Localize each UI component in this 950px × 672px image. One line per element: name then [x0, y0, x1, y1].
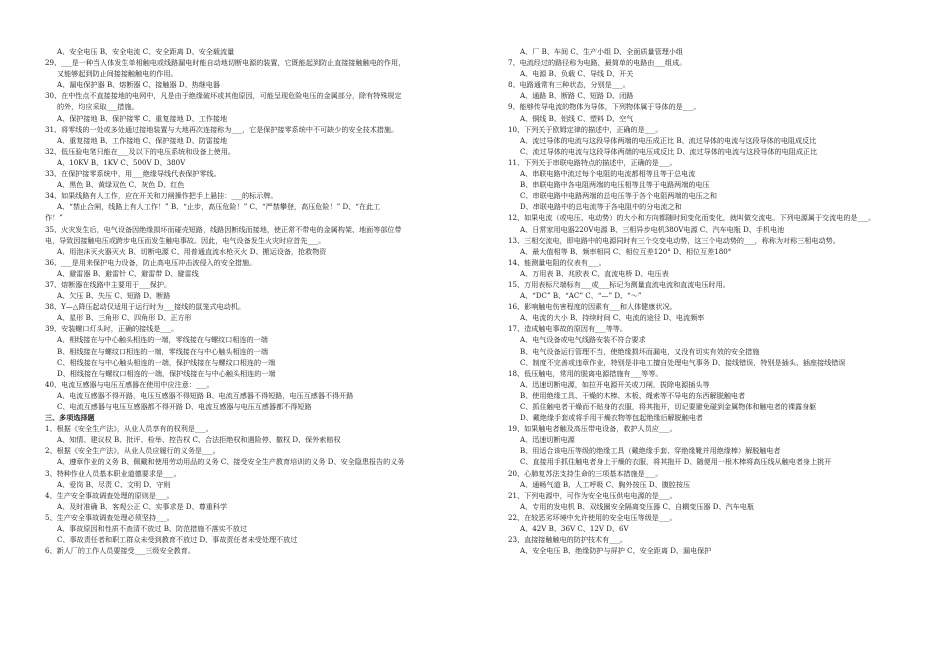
left-option-line: A、爱岗 B、尽责 C、文明 D、守则 [57, 479, 171, 489]
left-question-line: 4、生产安全事故调查处理的原则是___。 [45, 490, 174, 500]
left-question-line: 29、___是一种当人体发生单相触电或线路漏电时能自动地切断电源的装置，它既能起到防止直接接触触电的作用， [45, 58, 406, 68]
right-option-line: A、通畅气道 B、人工呼吸 C、胸外按压 D、腹腔按压 [520, 479, 691, 489]
left-option-line: D、相线接在与螺纹口相连的一端，保护线接在与中心触头相连的一端 [57, 368, 276, 378]
left-question-line: 34、如果线路有人工作，应在开关和刀闸操作把手上悬挂：___的标示牌。 [45, 191, 278, 201]
right-option-line: A、电气设备或电气线路安装不符合要求 [520, 335, 646, 345]
right-option-line: A、铜线 B、铝线 C、塑料 D、空气 [520, 113, 634, 123]
left-question-line: 5、生产安全事故调查处理必须坚持___。 [45, 512, 174, 522]
right-question-line: 17、造成触电事故的原因有___等等。 [508, 324, 627, 334]
right-question-line: 9、能够传导电流的物体为导体，下列物体属于导体的是___。 [508, 102, 701, 112]
right-option-line: A、专用的发电机 B、双线圈安全隔离变压器 C、自耦变压器 D、汽车电瓶 [520, 501, 754, 511]
left-option-line: A、相线接在与中心触头相连的一端，零线接在与螺纹口相连的一端 [57, 335, 268, 345]
left-question-line: 6、新人厂的工作人员要接受___三级安全教育。 [45, 546, 195, 556]
right-option-line: A、安全电压 B、绝缘防护与屏护 C、安全距离 D、漏电保护 [520, 546, 712, 556]
left-question-line: 32、低压验电笔只能在___及以下的电压系统和设备上使用。 [45, 146, 235, 156]
right-option-line: A、迅速切断电源，如拉开电源开关或刀闸，拔除电源插头等 [520, 379, 710, 389]
left-question-line: 38、Y—△降压起动仅适用于运行时为___接线的鼠笼式电动机。 [45, 302, 246, 312]
left-question-line: 36、___是用来保护电力设备，防止高电压冲击波侵入的安全措施。 [45, 257, 257, 267]
right-option-line: C、制度不完善或违章作业，特别是非电工擅自处理电气事务 D、接线错误，特别是插头、插座接线错误 [520, 357, 846, 367]
left-option-line: A、避雷器 B、避雷针 C、避雷带 D、避雷线 [57, 268, 199, 278]
left-option-line: B、相线接在与螺纹口相连的一端，零线接在与中心触头相连的一端 [57, 346, 268, 356]
right-question-line: 18、低压触电，常用的脱离电源措施有___等等。 [508, 368, 663, 378]
section-heading: 三、多项选择题 [45, 413, 95, 423]
right-option-line: C、直接用手抓住触电者身上干燥的衣服，将其拖开 D、随便用一根木棒将高压线从触电者身上挑开 [520, 457, 832, 467]
left-option-line: A、10KV B、1KV C、500V D、380V [57, 157, 186, 167]
right-option-line: A、电流的大小 B、持续时间 C、电流的途径 D、电流频率 [520, 313, 705, 323]
left-question-line: 电，导致因接触电压或跨步电压而发生触电事故。因此，电气设备发生火灾时应首先___。 [45, 235, 326, 245]
right-option-line: A、迅速切断电源 [520, 435, 575, 445]
right-option-line: A、万用表 B、兆欧表 C、直流电桥 D、电压表 [520, 268, 669, 278]
right-question-line: 8、电路通常有三种状态，分别是___。 [508, 80, 630, 90]
right-question-line: 11、下列关于串联电路特点的描述中，正确的是___。 [508, 157, 677, 167]
left-question-line: 3、特种作业人员基本职业道德要求是___。 [45, 468, 181, 478]
right-option-line: A、“DC” B、“AC” C、“—” D、“～” [520, 291, 642, 301]
right-option-line: B、使用绝缘工具、干燥的木棒、木板、绳索等不导电的东西解脱触电者 [520, 390, 746, 400]
right-question-line: 23、直接接触触电的防护技术有___。 [508, 535, 627, 545]
right-option-line: C、流过导体的电流与这段导体两端的电压成反比 D、流过导体的电流与这段导体的电阻成正比 [520, 146, 818, 156]
right-option-line: B、用适合该电压等级的绝缘工具（戴绝缘手套、穿绝缘靴并用绝缘棒）解脱触电者 [520, 446, 781, 456]
right-question-line: 13、三相交流电，即电路中的电源同时有三个交变电动势，这三个电动势的___，称称为对称三相电动势。 [508, 235, 840, 245]
left-option-line: A、欠压 B、失压 C、短路 D、断路 [57, 291, 171, 301]
right-option-line: B、电气设备运行管理不当，使绝缘损坏而漏电，又没有切实有效的安全措施 [520, 346, 760, 356]
right-question-line: 16、影响触电伤害程度的因素有___和人体健康状况。 [508, 302, 677, 312]
right-option-line: C、抓住触电者干燥而不贴身的衣服，将其拖开，切记要避免碰到金属物体和触电者的裸露身躯 [520, 402, 817, 411]
right-question-line: 7、电流经过的路径称为电路，最简单的电路由___组成。 [508, 58, 687, 68]
right-option-line: D、戴绝缘手套或将手用干燥衣物等包起绝缘后解脱触电者 [520, 413, 704, 423]
left-option-line: A、星形 B、三角形 C、四角形 D、正方形 [57, 313, 192, 323]
left-option-line: C、事故责任者和职工群众未受到教育不放过 D、事故责任者未受处理不放过 [57, 535, 298, 545]
right-question-line: 10、下列关于欧姆定律的描述中，正确的是___。 [508, 124, 663, 134]
left-option-line: A、安全电压 B、安全电流 C、安全距离 D、安全载流量 [57, 47, 235, 56]
right-question-line: 12、如果电流（或电压、电动势）的大小和方向都随时间变化而变化，就叫做交流电。下列电源属于交流电的是___。 [508, 213, 876, 223]
left-option-line: A、事故原因和性质不查清不放过 B、防范措施不落实不放过 [57, 524, 247, 534]
left-option-line: A、黑色 B、黄绿双色 C、灰色 D、红色 [57, 180, 185, 190]
right-option-line: C、串联电路中电路两端的总电压等于各个电阻两端的电压之和 [520, 191, 717, 201]
right-option-line: B、串联电路中各电阻两端的电压相等且等于电路两端的电压 [520, 180, 710, 190]
right-option-line: A、流过导体的电流与这段导体两端的电压成正比 B、流过导体的电流与这段导体的电阻成反比 [520, 135, 817, 145]
left-question-line: 2、根据《安全生产法》，从业人员应履行的义务是___。 [45, 446, 220, 456]
right-option-line: A、电源 B、负载 C、导线 D、开关 [520, 69, 634, 79]
right-question-line: 14、能测量电阻的仪表有___。 [508, 257, 606, 267]
left-question-line: 40、电流互感器与电压互感器在使用中应注意：___。 [45, 379, 214, 389]
right-option-line: A、串联电路中流过每个电阻的电流都相等且等于总电流 [520, 169, 696, 179]
left-question-line: 35、火灾发生后，电气设备因绝缘损坏而碰壳短路，线路因断线而接地，使正常不带电的金属构架、地面等部位带 [45, 224, 402, 234]
right-question-line: 19、如果触电者触及高压带电设备，救护人员应___。 [508, 424, 677, 434]
right-question-line: 21、下列电源中，可作为安全电压供电电源的是___。 [508, 490, 677, 500]
left-option-line: C、相线接在与中心触头相连的一端，保护线接在与螺纹口相连的一端 [57, 357, 276, 367]
right-column [508, 46, 908, 556]
left-option-line: A、用泡沫灭火器灭火 B、切断电源 C、用普通直流水枪灭火 D、搬运设备，抢救物资 [57, 246, 327, 256]
left-question-line: 作！” [45, 213, 63, 223]
left-option-line: A、电流互感器不得开路，电压互感器不得短路 B、电流互感器不得短路，电压互感器不得开路 [57, 390, 354, 400]
left-option-line: A、重复接地 B、工作接地 C、保护接地 D、防雷接地 [57, 135, 228, 145]
right-option-line: A、日常家用电器220V电源 B、三相异步电机380V电源 C、汽车电瓶 D、手机电池 [520, 224, 785, 234]
left-question-line: 30、在中性点不直接接地的电网中，凡是由于绝缘破坏或其他原因，可能呈现危险电压的金属部分，除有特殊规定 [45, 91, 402, 101]
right-question-line: 22、在较恶劣环境中允许使用的安全电压等级是___。 [508, 512, 677, 522]
left-option-line: C、电流互感器与电压互感器都不得开路 D、电流互感器与电压互感器都不得短路 [57, 402, 312, 411]
left-question-line: 39、安装螺口灯头时，正确的接线是___。 [45, 324, 179, 334]
right-option-line: D、串联电路中的总电流等于各电阻中的分电流之和 [520, 202, 682, 212]
left-option-line: A、及时准确 B、客观公正 C、实事求是 D、尊重科学 [57, 501, 228, 511]
right-question-line: 15、万用表标尺端标有___或___标记为测量直流电流和直流电压时用。 [508, 279, 730, 289]
left-question-line: 1、根据《安全生产法》，从业人员享有的权利是___。 [45, 424, 213, 434]
left-question-line: 31、将零线的一处或多处通过接地装置与大地再次连接称为___，它是保护接零系统中不可缺少的安全技术措施。 [45, 124, 399, 134]
left-option-line: A、“禁止合闸，线路上有人工作！” B、“止步，高压危险！” C、“严禁攀登，高压危险！” D、“在此工 [57, 202, 381, 212]
left-question-line: 33、在保护接零系统中，用___绝缘导线代表保护零线。 [45, 169, 221, 179]
right-question-line: 20、心肺复苏法支持生命的三项基本措施是___。 [508, 468, 663, 478]
left-option-line: 的外，均应采取___措施。 [57, 102, 139, 112]
left-option-line: A、保护接地 B、保护接零 C、重复接地 D、工作接地 [57, 113, 228, 123]
left-question-line: 37、熔断器在线路中主要用于___保护。 [45, 279, 172, 289]
right-option-line: A、最大值相等 B、频率相同 C、相位互差120° D、相位互差180° [520, 246, 732, 256]
left-option-line: A、漏电保护器 B、熔断器 C、接触器 D、热继电器 [57, 80, 220, 90]
right-option-line: A、42V B、36V C、12V D、6V [520, 524, 629, 534]
right-option-line: A、厂 B、车间 C、生产小组 D、全面质量管理小组 [520, 47, 683, 56]
left-option-line: 又能够起到防止间接接触触电的作用。 [57, 69, 178, 79]
left-option-line: A、知情、建议权 B、批评、检举、控告权 C、合法拒绝权和遇险停、撤权 D、保外索赔权 [57, 435, 341, 445]
left-option-line: A、遵章作业的义务 B、佩戴和使用劳动用品的义务 C、接受安全生产教育培训的义务 D、安全隐患报告的义务 [57, 457, 405, 467]
left-column [45, 46, 475, 556]
right-option-line: A、通路 B、断路 C、短路 D、闭路 [520, 91, 634, 101]
